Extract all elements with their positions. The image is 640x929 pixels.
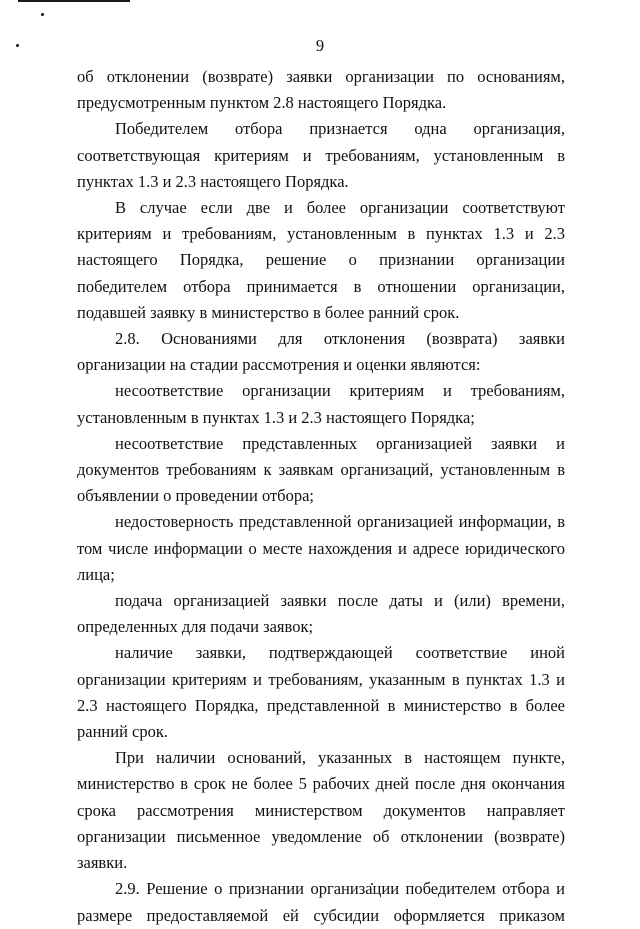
scan-speck [41,13,44,16]
list-item: наличие заявки, подтверждающей соответствие иной организации критериям и требованиям, указанным в пунктах 1.3 и 2.3 настоящего Порядка, представленной в министерство в более ранний срок. [77,643,565,742]
list-item: несоответствие организации критериям и требованиям, установленным в пунктах 1.3 и 2.3 настоящего Порядка; [77,381,565,427]
scan-edge-mark [18,0,130,2]
paragraph: При наличии оснований, указанных в настоящем пункте, министерство в срок не более 5 рабочих дней после дня окончания срока рассмотрения министерством документов направляет организации письменное уведомление об отклонении (возврате) заявки. [77,748,565,873]
list-item: несоответствие представленных организацией заявки и документов требованиям к заявкам организаций, установленным в объявлении о проведении отбора; [77,433,565,506]
paragraph: 2.9. Решение о признании организации победителем отбора и размере предоставляемой ей субсидии оформляется приказом [77,879,565,925]
paragraph: В случае если две и более организации соответствуют критериям и требованиям, установленным в пунктах 1.3 и 2.3 настоящего Порядка, решение о признании организации победителем отбора принимается в отношении организации, подавшей заявку в министерство в более ранний срок. [77,198,565,322]
paragraph: об отклонении (возврате) заявки организации по основаниям, предусмотренным пунктом 2.8 настоящего Порядка. [77,67,565,113]
page-number: 9 [315,36,325,55]
paragraph: 2.8. Основаниями для отклонения (возврата) заявки организации на стадии рассмотрения и оценки являются: [77,329,565,375]
document-body [77,64,565,929]
list-item: недостоверность представленной организацией информации, в том числе информации о месте нахождения и адресе юридического лица; [77,512,565,584]
paragraph: Победителем отбора признается одна организация, соответствующая критериям и требованиям, установленным в пунктах 1.3 и 2.3 настоящего Порядка. [77,119,565,191]
list-item: подача организацией заявки после даты и (или) времени, определенных для подачи заявок; [77,591,565,637]
